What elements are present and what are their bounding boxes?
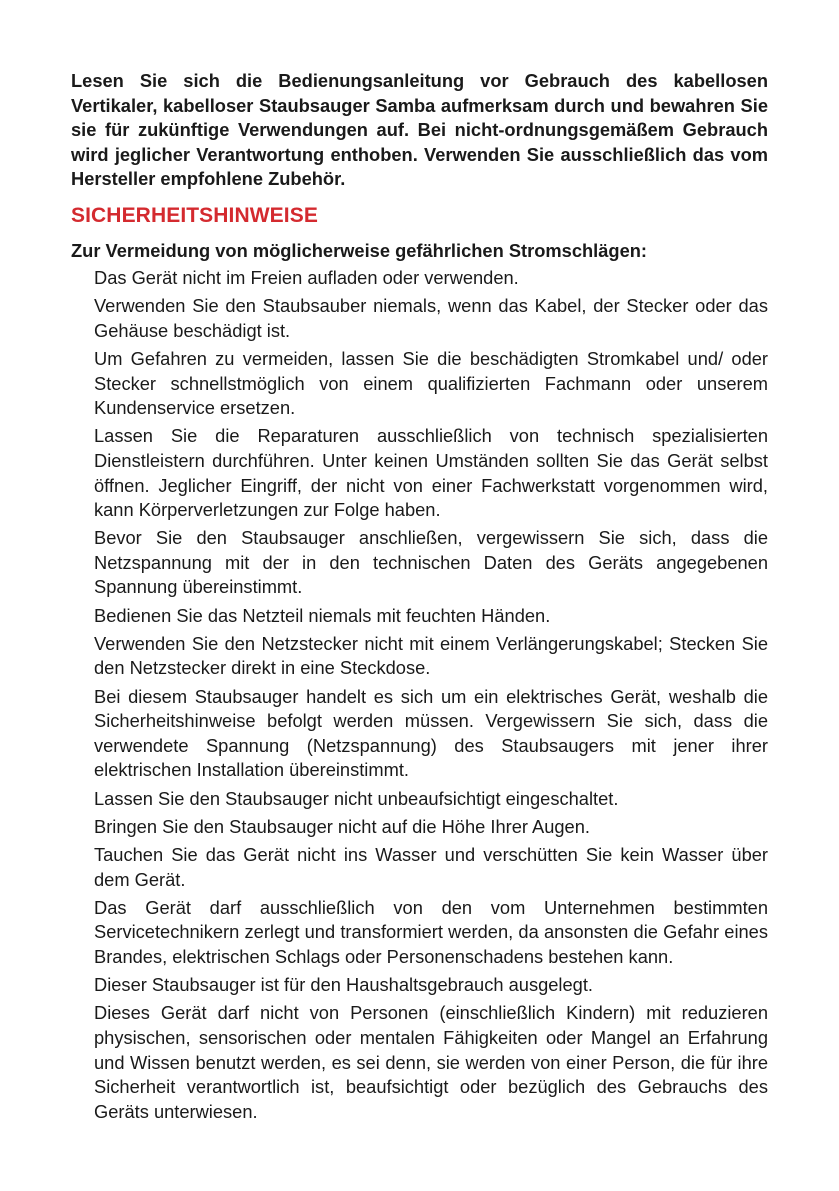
list-item: Lassen Sie die Reparaturen ausschließlich von technisch spezialisierten Dienstleistern durchführen. Unter keinen Umständen sollten Sie das Gerät selbst öffnen. Jeglicher Eingriff, der nicht von einer Fachwerkstatt vorgenommen wird, kann Körperverletzungen zur Folge haben. bbox=[94, 425, 768, 521]
list-item: Lassen Sie den Staubsauger nicht unbeaufsichtigt eingeschaltet. bbox=[94, 787, 619, 809]
subheading: Zur Vermeidung von möglicherweise gefährlichen Stromschlägen: bbox=[71, 239, 647, 261]
list-item: Bringen Sie den Staubsauger nicht auf die Höhe Ihrer Augen. bbox=[94, 815, 590, 837]
list-item: Um Gefahren zu vermeiden, lassen Sie die beschädigten Stromkabel und/ oder Stecker schnellstmöglich von einem qualifizierten Fachmann oder unserem Kundenservice ersetzen. bbox=[94, 347, 768, 419]
list-item: Dieser Staubsauger ist für den Haushaltsgebrauch ausgelegt. bbox=[94, 974, 593, 996]
list-item: Das Gerät nicht im Freien aufladen oder verwenden. bbox=[94, 266, 519, 288]
list-item: Bevor Sie den Staubsauger anschließen, vergewissern Sie sich, dass die Netzspannung mit der in den technischen Daten des Geräts angegebenen Spannung übereinstimmt. bbox=[94, 527, 768, 598]
list-item: Das Gerät darf ausschließlich von den vom Unternehmen bestimmten Servicetechnikern zerlegt und transformiert werden, da ansonsten die Gefahr eines Brandes, elektrischen Schlags oder Personenschadens bestehen kann. bbox=[94, 896, 768, 967]
list-item: Verwenden Sie den Netzstecker nicht mit einem Verlängerungskabel; Stecken Sie den Netzstecker direkt in eine Steckdose. bbox=[94, 632, 768, 679]
list-item: Tauchen Sie das Gerät nicht ins Wasser und verschütten Sie kein Wasser über dem Gerät. bbox=[94, 843, 768, 890]
list-item: Dieses Gerät darf nicht von Personen (einschließlich Kindern) mit reduzieren physischen, sensorischen oder mentalen Fähigkeiten oder Mangel an Erfahrung und Wissen benutzt werden, es sei denn, sie werden von einer Person, die für ihre Sicherheit verantwortlich ist, beaufsichtigt oder bezüglich des Gebrauchs des Geräts unterwiesen. bbox=[94, 1002, 768, 1122]
list-item: Bei diesem Staubsauger handelt es sich um ein elektrisches Gerät, weshalb die Sicherheitshinweise befolgt werden müssen. Vergewissern Sie sich, dass die verwendete Spannung (Netzspannung) des Staubsaugers mit jener ihrer elektrischen Installation übereinstimmt. bbox=[94, 685, 768, 781]
list-item: Verwenden Sie den Staubsauber niemals, wenn das Kabel, der Stecker oder das Gehäuse beschädigt ist. bbox=[94, 295, 768, 341]
section-title: SICHERHEITSHINWEISE bbox=[71, 203, 318, 227]
intro-paragraph: Lesen Sie sich die Bedienungsanleitung vor Gebrauch des kabellosen Vertikaler, kabelloser Staubsauger Samba aufmerksam durch und bewahren Sie sie für zukünftige Verwendungen auf. Bei nicht-ordnungsgemäßem Gebrauch wird jeglicher Verantwortung enthoben. Verwenden Sie ausschließlich das vom Hersteller empfohlene Zubehör. bbox=[71, 70, 768, 190]
safety-list bbox=[71, 266, 768, 1124]
manual-page bbox=[71, 69, 768, 1128]
list-item: Bedienen Sie das Netzteil niemals mit feuchten Händen. bbox=[94, 604, 551, 626]
